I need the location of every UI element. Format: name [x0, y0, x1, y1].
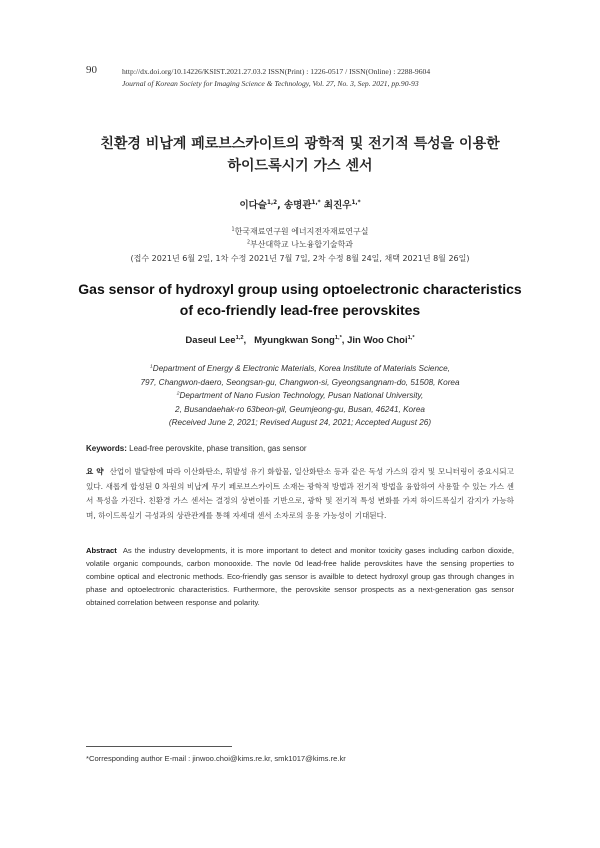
korean-affiliation-1: $^1$한국재료연구원 에너지전자재료연구실	[231, 227, 369, 236]
english-affiliation-line-4: 2, Busandaehak-ro 63beon-gil, Geumjeong-gu, Busan, 46241, Korea	[175, 405, 425, 414]
abstract-english-text: As the industry developments, it is more important to detect and monitor toxicity gases including carbon dioxide, volatile organic compounds, carbon monooxide. The novle 0d lead-free halide perovskites have the sensing properties to combine optical and electronic methods. Eco-friendly gas sensor is availble to detect hydroxyl group gas through changes in phase and optoelectronic characteristics. Furthermore, the perovskite sensor prospects as a next-generation gas sensor obtained correlation between response and polarity.	[86, 546, 514, 607]
english-title-line-1: Gas sensor of hydroxyl group using optoelectronic characteristics	[78, 281, 522, 297]
keywords-label: Keywords:	[86, 444, 127, 453]
journal-citation: Journal of Korean Society for Imaging Science & Technology, Vol. 27, No. 3, Sep. 2021, pp.90-93	[122, 79, 419, 88]
korean-authors	[0, 197, 600, 211]
author-ko-3: 최진우$^{1,*}$	[323, 199, 361, 211]
author-en-1: Daseul Lee$^{1,2}$,	[185, 335, 255, 347]
korean-title-line-2: 하이드록시기 가스 센서	[227, 158, 373, 174]
author-en-2: Myungkwan Song$^{1,*}$,	[254, 335, 348, 347]
english-received-dates: (Received June 2, 2021; Revised August 24, 2021; Accepted August 26)	[168, 418, 432, 427]
english-affiliation-line-2: 797, Changwon-daero, Seongsan-gu, Changwon-si, Gyeongsangnam-do, 51508, Korea	[140, 378, 460, 387]
abstract-korean-label: 요 약	[86, 467, 104, 476]
abstract-korean	[86, 465, 514, 524]
keywords	[86, 444, 307, 453]
keywords-text: Lead-free perovskite, phase transition, gas sensor	[129, 444, 307, 453]
doi-issn-line: http://dx.doi.org/10.14226/KSIST.2021.27.03.2 ISSN(Print) : 1226-0517 / ISSN(Online) : 2288-9604	[122, 67, 431, 76]
english-authors	[0, 335, 600, 346]
author-ko-1: 이다슬$^{1,2}$,	[239, 199, 284, 211]
abstract-korean-text: 산업이 발달함에 따라 이산화탄소, 휘발성 유기 화합물, 일산화탄소 등과 같은 독성 가스의 감지 및 모니터링이 중요시되고 있다. 새롭게 합성된 0 차원의 비납계 무기 페로브스카이트 소재는 광학적 방법과 전기적 방법을 융합하여 사용할 수 있는 가스 센서 특성을 가진다. 친환경 가스 센서는 결정의 상변이를 기반으로, 광학 및 전기적 특성 변화를 가져 하이드록실기 감지가 가능하며, 하이드록실기 극성과의 상관관계를 통해 자세대 센서 소자로의 응용 가능성이 기대된다.	[86, 467, 514, 521]
korean-affiliation-2: $^2$부산대학교 나노융합기술학과	[246, 240, 354, 249]
page-number: 90	[86, 64, 97, 76]
english-affiliation-line-3: $^2$Department of Nano Fusion Technology, Pusan National University,	[176, 391, 424, 400]
author-en-3: Jin Woo Choi$^{1,*}$	[347, 335, 415, 347]
footnote-divider	[86, 746, 232, 747]
abstract-english	[86, 544, 514, 609]
author-ko-2: 송명관$^{1,*}$	[283, 199, 321, 211]
corresponding-author-footnote: *Corresponding author E-mail : jinwoo.choi@kims.re.kr, smk1017@kims.re.kr	[86, 754, 346, 763]
korean-title-line-1: 친환경 비납계 페로브스카이트의 광학적 및 전기적 특성을 이용한	[100, 136, 500, 152]
english-affiliation-line-1: $^1$Department of Energy & Electronic Materials, Korea Institute of Materials Science,	[150, 364, 450, 373]
abstract-english-label: Abstract	[86, 546, 117, 555]
english-title-line-2: of eco-friendly lead-free perovskites	[179, 302, 421, 318]
korean-received-dates: (접수 2021년 6월 2일, 1차 수정 2021년 7월 7일, 2차 수정 8월 24일, 채택 2021년 8월 26일)	[130, 254, 470, 263]
